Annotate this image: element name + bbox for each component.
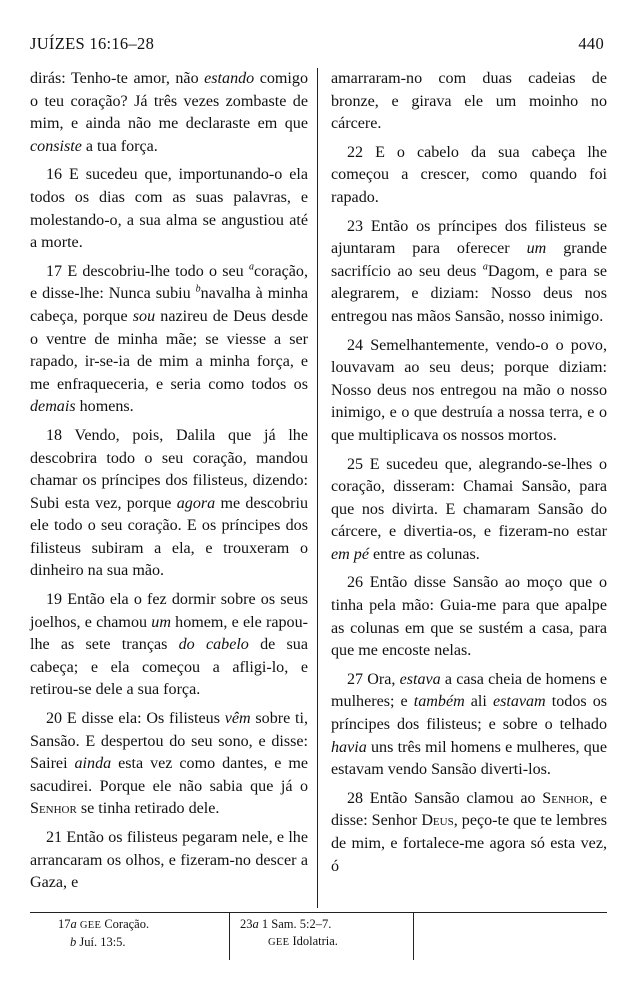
verse-23: 23 Então os príncipes dos filisteus se ajuntaram para oferecer um grande sacrifício ao seu deus $^a$Dagom, e para se alegrarem, e diziam: Nosso deus nos entregou nas mãos Sansão, nosso inimigo. xyxy=(331,217,608,325)
footnote: 17a GEE Coração. xyxy=(58,917,150,931)
verse-28: 28 Então Sansão clamou ao Senhor, e disse: Senhor Deus, peço-te que te lembres de mim, e fortalece-me agora só esta vez, ó xyxy=(331,789,607,875)
verse-22: 22 E o cabelo da sua cabeça lhe começou a crescer, como quando foi rapado. xyxy=(331,143,607,206)
verse-21: 21 Então os filisteus pegaram nele, e lhe arrancaram os olhos, e fizeram-no descer a Gaza, e xyxy=(30,829,308,892)
verse-17: 17 E descobriu-lhe todo o seu $^a$coração, e disse-lhe: Nunca subiu $^b$navalha à minha cabeça, porque sou nazireu de Deus desde o ventre de minha mãe; se viesse a ser rapado, ir-se-ia de mim a minha força, e me enfraqueceria, e seria como todos os demais homens. xyxy=(30,261,308,416)
verse-21-continuation: amarraram-no com duas cadeias de bronze, e girava ele um moinho no cárcere. xyxy=(331,70,607,133)
verse-15-continuation: dirás: Tenho-te amor, não estando comigo o teu coração? Já três vezes zombaste de mim, e ainda não me declaraste em que consiste a tua força. xyxy=(30,70,308,155)
verse-19: 19 Então ela o fez dormir sobre os seus joelhos, e chamou um homem, e ele rapou-lhe as sete tranças do cabelo de sua cabeça; e ela começou a afligi-lo, e retirou-se dele a sua força. xyxy=(30,591,309,699)
footnotes-column-1 xyxy=(58,916,228,951)
page-header xyxy=(30,34,604,58)
page-number: 440 xyxy=(578,34,604,53)
footnote-divider xyxy=(413,912,414,960)
footnote: GEE Idolatria. xyxy=(268,934,338,948)
footnote-divider xyxy=(229,912,230,960)
verse-26: 26 Então disse Sansão ao moço que o tinha pela mão: Guia-me para que apalpe as colunas em que se sustém a casa, para que me encoste nelas. xyxy=(331,574,607,660)
footnotes-column-2 xyxy=(240,916,410,951)
verse-24: 24 Semelhantemente, vendo-o o povo, louvavam ao seu deus; porque diziam: Nosso deus nos entregou na mão o nosso inimigo, e o que destruía a nossa terra, e o que multiplicava os nossos mortos. xyxy=(331,336,607,444)
footnote-rule xyxy=(30,912,607,913)
verse-25: 25 E sucedeu que, alegrando-se-lhes o coração, disseram: Chamai Sansão, para que nos divirta. E chamaram Sansão do cárcere, e divertia-os, e fizeram-no estar em pé entre as colunas. xyxy=(331,455,607,563)
left-column xyxy=(30,68,308,901)
running-title: JUÍZES 16:16–28 xyxy=(30,34,155,53)
verse-27: 27 Ora, estava a casa cheia de homens e mulheres; e também ali estavam todos os príncipes dos filisteus; e sobre o telhado havia uns três mil homens e mulheres, que estavam vendo Sansão diverti-los. xyxy=(331,670,608,779)
column-divider xyxy=(317,68,318,908)
verse-20: 20 E disse ela: Os filisteus vêm sobre ti, Sansão. E despertou do seu sono, e disse: Sairei ainda esta vez como dantes, e me sacudirei. Porque ele não sabia que já o Senhor se tinha retirado dele. xyxy=(30,710,308,818)
right-column xyxy=(331,68,607,884)
verse-18: 18 Vendo, pois, Dalila que já lhe descobrira todo o seu coração, mandou chamar os príncipes dos filisteus, dizendo: Subi esta vez, porque agora me descobriu ele todo o seu coração. E os príncipes dos filisteus subiram a ela, e trouxeram o dinheiro na sua mão. xyxy=(30,426,308,580)
footnote: b Juí. 13:5. xyxy=(70,935,126,949)
verse-16: 16 E sucedeu que, importunando-o ela todos os dias com as suas palavras, e molestando-o, a sua alma se angustiou até a morte. xyxy=(30,166,308,252)
footnote: 23a 1 Sam. 5:2–7. xyxy=(240,917,332,931)
